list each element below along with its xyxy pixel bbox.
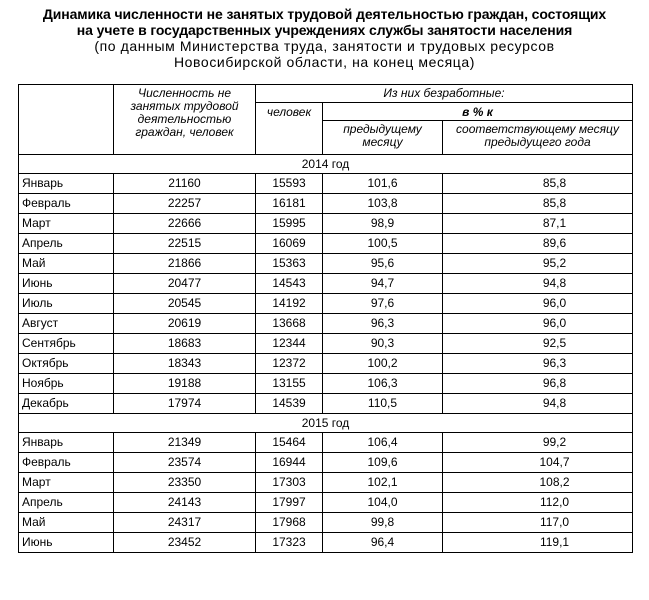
unemployed-cell: 13668 — [256, 314, 323, 334]
unemployed-cell: 12372 — [256, 354, 323, 374]
header-count: Численность не занятых трудовой деятельностью граждан, человек — [114, 85, 256, 155]
count-cell: 18683 — [114, 334, 256, 354]
unemployed-cell: 16069 — [256, 234, 323, 254]
count-cell: 20477 — [114, 274, 256, 294]
count-cell: 24317 — [114, 513, 256, 533]
pct-prev-year-cell: 99,2 — [443, 433, 633, 453]
pct-prev-month-cell: 99,8 — [323, 513, 443, 533]
unemployed-cell: 15995 — [256, 214, 323, 234]
month-cell: Январь — [19, 174, 114, 194]
pct-prev-year-cell: 89,6 — [443, 234, 633, 254]
table-row — [19, 174, 633, 194]
unemployed-cell: 17323 — [256, 533, 323, 553]
pct-prev-month-cell: 100,5 — [323, 234, 443, 254]
count-cell: 23452 — [114, 533, 256, 553]
pct-prev-year-cell: 95,2 — [443, 254, 633, 274]
count-cell: 18343 — [114, 354, 256, 374]
pct-prev-month-cell: 96,3 — [323, 314, 443, 334]
pct-prev-month-cell: 95,6 — [323, 254, 443, 274]
count-cell: 20545 — [114, 294, 256, 314]
unemployed-cell: 14192 — [256, 294, 323, 314]
year-label: 2015 год — [19, 414, 633, 433]
month-cell: Сентябрь — [19, 334, 114, 354]
unemployed-cell: 17968 — [256, 513, 323, 533]
unemployed-cell: 16944 — [256, 453, 323, 473]
count-cell: 23350 — [114, 473, 256, 493]
month-cell: Май — [19, 254, 114, 274]
month-cell: Июнь — [19, 274, 114, 294]
header-of-them: Из них безработные: — [256, 85, 633, 103]
pct-prev-year-cell: 96,8 — [443, 374, 633, 394]
unemployed-cell: 15464 — [256, 433, 323, 453]
pct-prev-year-cell: 92,5 — [443, 334, 633, 354]
header-month-cell — [19, 85, 114, 155]
unemployed-cell: 14539 — [256, 394, 323, 414]
month-cell: Апрель — [19, 234, 114, 254]
table-row — [19, 194, 633, 214]
month-cell: Август — [19, 314, 114, 334]
month-cell: Июль — [19, 294, 114, 314]
pct-prev-month-cell: 97,6 — [323, 294, 443, 314]
count-cell: 24143 — [114, 493, 256, 513]
pct-prev-year-cell: 87,1 — [443, 214, 633, 234]
pct-prev-year-cell: 94,8 — [443, 394, 633, 414]
pct-prev-month-cell: 103,8 — [323, 194, 443, 214]
table-row — [19, 314, 633, 334]
table-row — [19, 294, 633, 314]
pct-prev-month-cell: 106,3 — [323, 374, 443, 394]
table-row — [19, 433, 633, 453]
table-row — [19, 234, 633, 254]
unemployed-cell: 12344 — [256, 334, 323, 354]
pct-prev-month-cell: 109,6 — [323, 453, 443, 473]
table-row — [19, 214, 633, 234]
table-row — [19, 533, 633, 553]
pct-prev-month-cell: 102,1 — [323, 473, 443, 493]
table-row — [19, 374, 633, 394]
pct-prev-year-cell: 85,8 — [443, 194, 633, 214]
pct-prev-month-cell: 90,3 — [323, 334, 443, 354]
header-prev-month: предыдущему месяцу — [323, 121, 443, 155]
pct-prev-month-cell: 104,0 — [323, 493, 443, 513]
month-cell: Март — [19, 214, 114, 234]
count-cell: 17974 — [114, 394, 256, 414]
table-header — [19, 85, 633, 155]
table-row — [19, 254, 633, 274]
month-cell: Декабрь — [19, 394, 114, 414]
unemployed-cell: 17997 — [256, 493, 323, 513]
month-cell: Февраль — [19, 453, 114, 473]
unemployment-table — [18, 84, 633, 553]
document-subtitle-line-1: (по данным Министерства труда, занятости и трудовых ресурсов — [94, 38, 555, 54]
unemployed-cell: 13155 — [256, 374, 323, 394]
month-cell: Май — [19, 513, 114, 533]
unemployed-cell: 15363 — [256, 254, 323, 274]
table-row — [19, 513, 633, 533]
count-cell: 21349 — [114, 433, 256, 453]
pct-prev-year-cell: 96,0 — [443, 314, 633, 334]
table-row — [19, 453, 633, 473]
month-cell: Октябрь — [19, 354, 114, 374]
document-header — [0, 0, 649, 70]
pct-prev-month-cell: 106,4 — [323, 433, 443, 453]
count-cell: 22257 — [114, 194, 256, 214]
table-row — [19, 354, 633, 374]
pct-prev-month-cell: 101,6 — [323, 174, 443, 194]
count-cell: 22666 — [114, 214, 256, 234]
count-cell: 22515 — [114, 234, 256, 254]
count-cell: 21866 — [114, 254, 256, 274]
year-label: 2014 год — [19, 155, 633, 174]
unemployed-cell: 17303 — [256, 473, 323, 493]
document-title-line-1: Динамика численности не занятых трудовой деятельностью граждан, состоящих — [42, 6, 607, 22]
year-row — [19, 414, 633, 433]
header-percent: в % к — [323, 103, 633, 121]
month-cell: Апрель — [19, 493, 114, 513]
pct-prev-year-cell: 94,8 — [443, 274, 633, 294]
pct-prev-year-cell: 96,3 — [443, 354, 633, 374]
table-body — [19, 155, 633, 553]
month-cell: Март — [19, 473, 114, 493]
pct-prev-month-cell: 94,7 — [323, 274, 443, 294]
month-cell: Февраль — [19, 194, 114, 214]
document-title-line-2: на учете в государственных учреждениях службы занятости населения — [76, 22, 573, 38]
pct-prev-year-cell: 108,2 — [443, 473, 633, 493]
pct-prev-year-cell: 117,0 — [443, 513, 633, 533]
table-row — [19, 334, 633, 354]
count-cell: 19188 — [114, 374, 256, 394]
pct-prev-month-cell: 100,2 — [323, 354, 443, 374]
count-cell: 21160 — [114, 174, 256, 194]
pct-prev-year-cell: 85,8 — [443, 174, 633, 194]
pct-prev-month-cell: 98,9 — [323, 214, 443, 234]
header-people: человек — [256, 103, 323, 155]
table-row — [19, 493, 633, 513]
year-row — [19, 155, 633, 174]
pct-prev-month-cell: 110,5 — [323, 394, 443, 414]
count-cell: 23574 — [114, 453, 256, 473]
unemployed-cell: 15593 — [256, 174, 323, 194]
table-row — [19, 394, 633, 414]
pct-prev-year-cell: 119,1 — [443, 533, 633, 553]
month-cell: Июнь — [19, 533, 114, 553]
month-cell: Ноябрь — [19, 374, 114, 394]
pct-prev-year-cell: 112,0 — [443, 493, 633, 513]
unemployed-cell: 14543 — [256, 274, 323, 294]
pct-prev-year-cell: 104,7 — [443, 453, 633, 473]
header-prev-year-month: соответствующему месяцу предыдущего года — [443, 121, 633, 155]
table-row — [19, 274, 633, 294]
pct-prev-month-cell: 96,4 — [323, 533, 443, 553]
document-subtitle-line-2: Новосибирской области, на конец месяца) — [173, 54, 476, 70]
count-cell: 20619 — [114, 314, 256, 334]
unemployed-cell: 16181 — [256, 194, 323, 214]
table-row — [19, 473, 633, 493]
pct-prev-year-cell: 96,0 — [443, 294, 633, 314]
month-cell: Январь — [19, 433, 114, 453]
